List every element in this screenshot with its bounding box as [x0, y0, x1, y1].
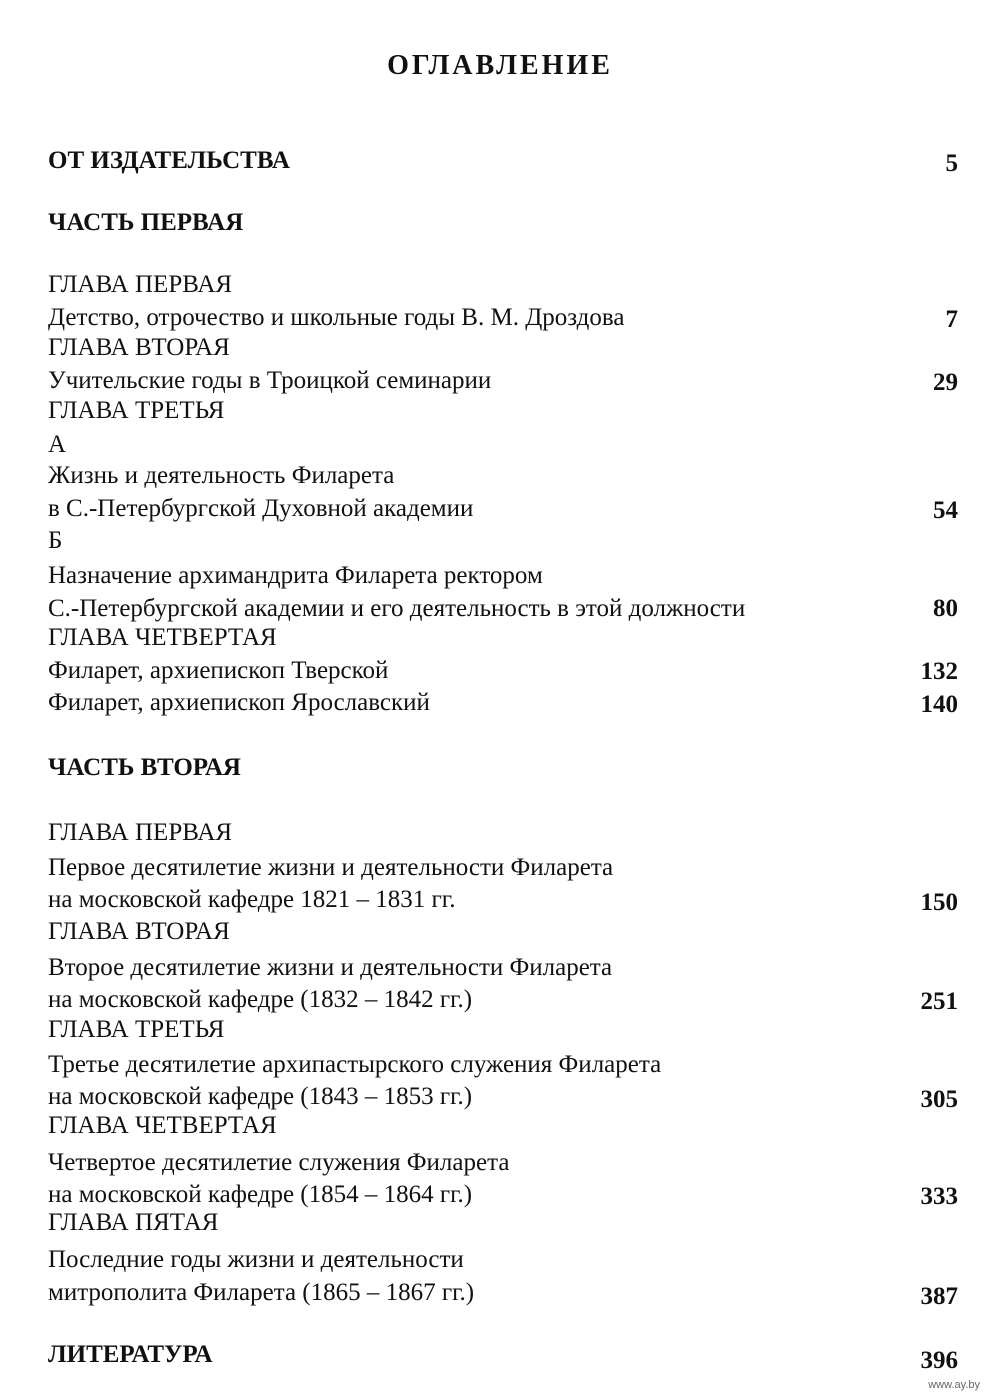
chapter-heading: ГЛАВА ПЕРВАЯ: [48, 819, 233, 846]
toc-entry[interactable]: митрополита Филарета (1865 – 1867 гг.): [48, 1279, 475, 1306]
toc-entry[interactable]: Филарет, архиепископ Ярославский: [48, 689, 430, 716]
watermark: www.ay.by: [928, 1379, 980, 1391]
page-number: 387: [920, 1283, 958, 1310]
page-number: 396: [920, 1347, 958, 1374]
part-heading-2: ЧАСТЬ ВТОРАЯ: [48, 754, 241, 781]
page-number: 333: [920, 1183, 958, 1210]
toc-entry[interactable]: Последние годы жизни и деятельности: [48, 1246, 464, 1273]
page-number: 54: [933, 497, 958, 524]
chapter-heading: ГЛАВА ЧЕТВЕРТАЯ: [48, 624, 277, 651]
chapter-heading: ГЛАВА ПЕРВАЯ: [48, 271, 233, 298]
toc-entry[interactable]: на московской кафедре (1843 – 1853 гг.): [48, 1083, 473, 1110]
toc-entry[interactable]: Учительские годы в Троицкой семинарии: [48, 367, 492, 394]
page-number: 150: [920, 889, 958, 916]
page-number: 5: [945, 150, 958, 177]
toc-entry[interactable]: Второе десятилетие жизни и деятельности Филарета: [48, 954, 613, 981]
toc-entry[interactable]: Жизнь и деятельность Филарета: [48, 462, 395, 489]
section-label: А: [48, 431, 67, 458]
toc-entry[interactable]: Назначение архимандрита Филарета ректором: [48, 562, 543, 589]
page-number: 305: [920, 1086, 958, 1113]
page-number: 29: [933, 369, 958, 396]
chapter-heading: ГЛАВА ТРЕТЬЯ: [48, 397, 225, 424]
toc-entry[interactable]: Первое десятилетие жизни и деятельности Филарета: [48, 854, 614, 881]
toc-entry[interactable]: Третье десятилетие архипастырского служения Филарета: [48, 1051, 662, 1078]
toc-entry[interactable]: на московской кафедре (1832 – 1842 гг.): [48, 986, 473, 1013]
toc-entry[interactable]: в С.-Петербургской Духовной академии: [48, 495, 474, 522]
chapter-heading: ГЛАВА ПЯТАЯ: [48, 1209, 219, 1236]
part-heading-1: ЧАСТЬ ПЕРВАЯ: [48, 209, 244, 236]
toc-entry[interactable]: Четвертое десятилетие служения Филарета: [48, 1149, 510, 1176]
toc-entry-from-publisher[interactable]: ОТ ИЗДАТЕЛЬСТВА: [48, 147, 290, 174]
page-number: 7: [945, 306, 958, 333]
page-number: 80: [933, 595, 958, 622]
toc-entry[interactable]: Детство, отрочество и школьные годы В. М. Дроздова: [48, 304, 625, 331]
chapter-heading: ГЛАВА ТРЕТЬЯ: [48, 1016, 225, 1043]
page-title: ОГЛАВЛЕНИЕ: [387, 50, 613, 81]
page-number: 140: [920, 691, 958, 718]
toc-entry[interactable]: Филарет, архиепископ Тверской: [48, 657, 389, 684]
page-number: 251: [920, 988, 958, 1015]
section-label: Б: [48, 527, 63, 554]
toc-entry-literature[interactable]: ЛИТЕРАТУРА: [48, 1341, 213, 1368]
chapter-heading: ГЛАВА ВТОРАЯ: [48, 334, 230, 361]
page-number: 132: [920, 658, 958, 685]
chapter-heading: ГЛАВА ЧЕТВЕРТАЯ: [48, 1112, 277, 1139]
chapter-heading: ГЛАВА ВТОРАЯ: [48, 918, 230, 945]
toc-entry[interactable]: С.-Петербургской академии и его деятельность в этой должности: [48, 595, 746, 622]
toc-entry[interactable]: на московской кафедре (1854 – 1864 гг.): [48, 1181, 473, 1208]
toc-entry[interactable]: на московской кафедре 1821 – 1831 гг.: [48, 886, 456, 913]
